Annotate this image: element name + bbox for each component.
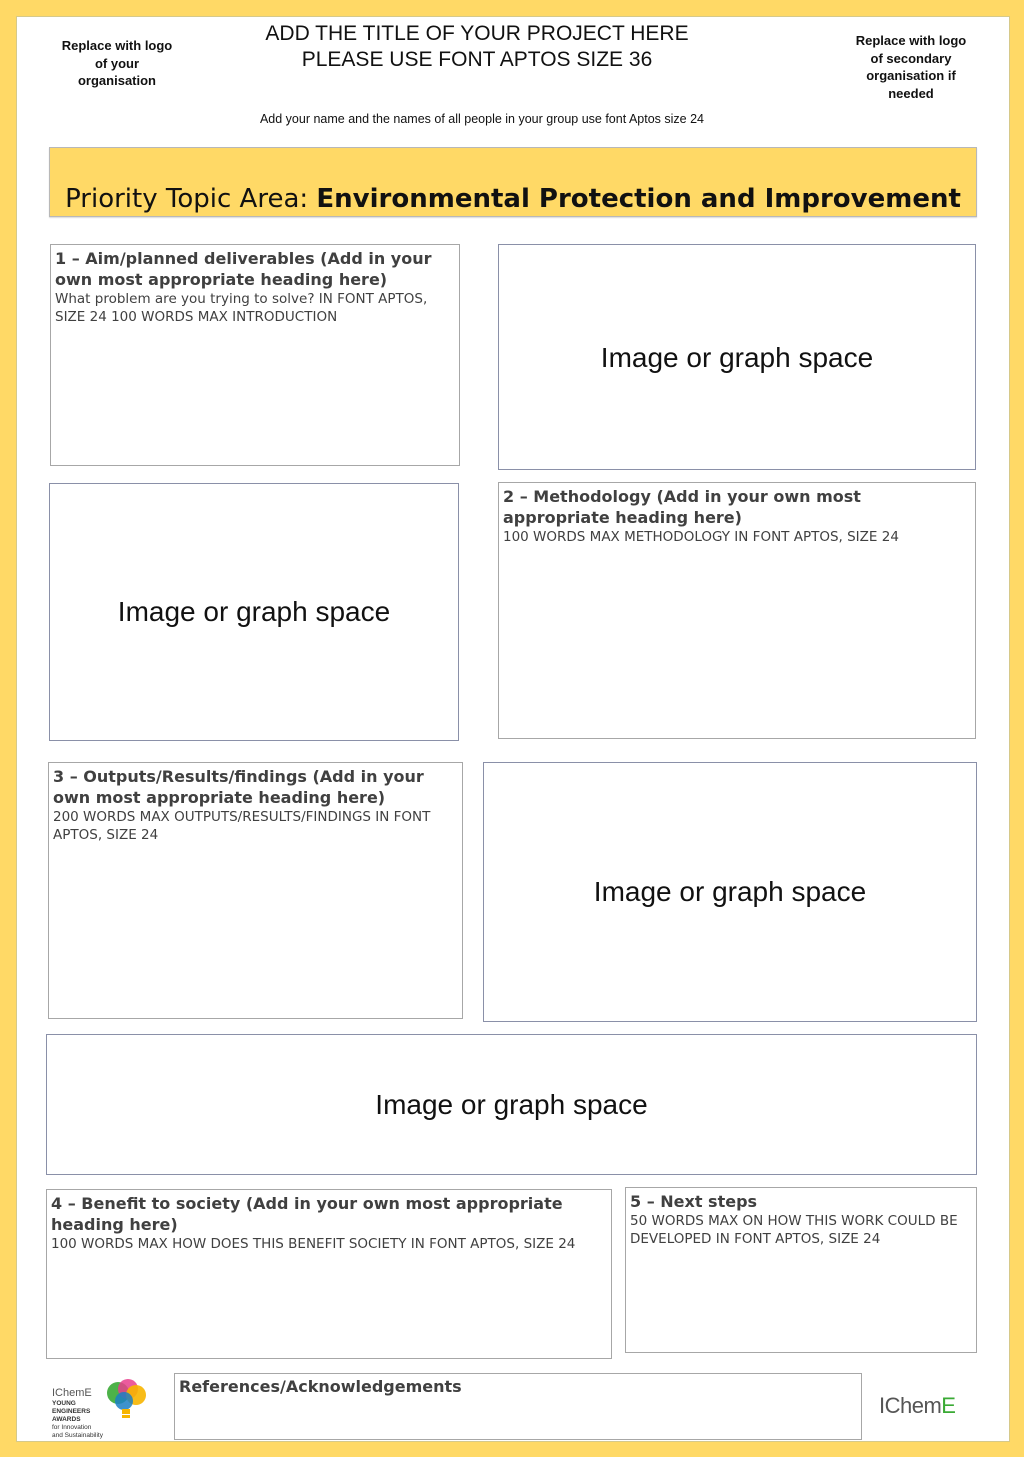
- section-next-steps-body: 50 WORDS MAX ON HOW THIS WORK COULD BE DEVELOPED IN FONT APTOS, SIZE 24: [630, 1213, 958, 1247]
- section-next-steps-heading: 5 – Next steps: [630, 1192, 758, 1211]
- section-benefit[interactable]: [46, 1189, 612, 1359]
- image-placeholder-4[interactable]: Image or graph space: [46, 1034, 977, 1175]
- poster-page: [16, 16, 1010, 1442]
- section-aim-heading: 1 – Aim/planned deliverables (Add in your own most appropriate heading here): [55, 249, 432, 289]
- logo-right-placeholder: Replace with logo of secondary organisation if needed: [855, 33, 967, 101]
- section-aim-body: What problem are you trying to solve? IN FONT APTOS, SIZE 24 100 WORDS MAX INTRODUCTION: [55, 291, 428, 325]
- section-benefit-heading: 4 – Benefit to society (Add in your own most appropriate heading here): [51, 1194, 563, 1234]
- section-aim[interactable]: [50, 244, 460, 466]
- section-benefit-body: 100 WORDS MAX HOW DOES THIS BENEFIT SOCIETY IN FONT APTOS, SIZE 24: [51, 1236, 576, 1252]
- section-outputs-body: 200 WORDS MAX OUTPUTS/RESULTS/FINDINGS IN FONT APTOS, SIZE 24: [53, 809, 431, 843]
- section-next-steps[interactable]: [625, 1187, 977, 1353]
- young-engineers-awards-logo: IChemE YOUNG ENGINEERS AWARDS for Innovation and Sustainability: [52, 1379, 162, 1439]
- section-methodology[interactable]: [498, 482, 976, 739]
- references-box[interactable]: [174, 1373, 862, 1440]
- icheme-logo: IChemE: [879, 1393, 956, 1418]
- image-placeholder-2[interactable]: Image or graph space: [49, 483, 459, 741]
- section-outputs[interactable]: [48, 762, 463, 1019]
- priority-topic-text: Priority Topic Area: Environmental Protection and Improvement: [65, 184, 961, 214]
- references-heading: References/Acknowledgements: [179, 1377, 462, 1396]
- logo-left-placeholder: Replace with logo of your organisation: [61, 38, 173, 88]
- priority-topic-banner: [49, 147, 977, 217]
- section-methodology-body: 100 WORDS MAX METHODOLOGY IN FONT APTOS, SIZE 24: [503, 529, 899, 545]
- author-names[interactable]: Add your name and the names of all people in your group use font Aptos size 24: [259, 112, 705, 126]
- section-outputs-heading: 3 – Outputs/Results/findings (Add in your own most appropriate heading here): [53, 767, 424, 807]
- project-title[interactable]: ADD THE TITLE OF YOUR PROJECT HERE PLEASE USE FONT APTOS SIZE 36: [265, 22, 689, 71]
- image-placeholder-1[interactable]: Image or graph space: [498, 244, 976, 470]
- section-methodology-heading: 2 – Methodology (Add in your own most appropriate heading here): [503, 487, 861, 527]
- image-placeholder-3[interactable]: Image or graph space: [483, 762, 977, 1022]
